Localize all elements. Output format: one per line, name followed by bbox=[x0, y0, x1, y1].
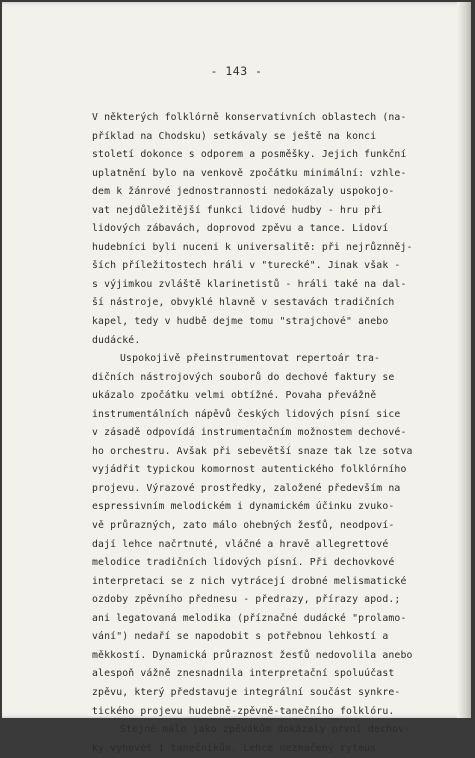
paragraph bbox=[92, 350, 413, 721]
text-line: dičních nástrojových souborů do dechové faktury se bbox=[92, 371, 395, 383]
text-line: instrumentálních nápěvů českých lidových písní sice bbox=[92, 408, 401, 420]
text-line: Uspokojivě přeinstrumentovat repertoár tra- bbox=[120, 353, 381, 365]
text-line: ozdoby zpěvního přednesu - předrazy, přírazy apod.; bbox=[92, 594, 401, 606]
text-line: vě průrazných, zato málo ohebných žesťů, neodpoví- bbox=[92, 520, 395, 532]
text-line: ani legatovaná melodika (příznačné dudácké "prolamo- bbox=[92, 612, 407, 624]
body-text bbox=[92, 109, 413, 758]
paragraph bbox=[92, 109, 413, 350]
text-line: tického projevu hudebně-zpěvně-tanečního folklóru. bbox=[92, 705, 395, 717]
text-line: ho orchestru. Avšak při sebevětší snaze tak lze sotva bbox=[92, 445, 413, 457]
text-line: vání") nedaří se napodobit s potřebnou lehkostí a bbox=[92, 631, 389, 643]
text-line: ších příležitostech hráli v "turecké". Jinak však - bbox=[92, 260, 401, 272]
text-line: dají lehce načrtnuté, vláčné a hravě allegrettové bbox=[92, 538, 389, 550]
text-line: vyjádřit typickou komornost autentického folklórního bbox=[92, 464, 407, 476]
text-line: alespoň vážně znesnadnila interpretační spoluúčast bbox=[92, 668, 395, 680]
text-line: vat nejdůležitější funkci lidové hudby - hru při bbox=[92, 204, 383, 216]
text-line: v zásadě odpovídá instrumentačním možnostem dechové- bbox=[92, 427, 407, 439]
document-page bbox=[2, 2, 471, 754]
text-line: zpěvu, který představuje integrální součást synkre- bbox=[92, 686, 401, 698]
text-line: interpretaci se z nich vytrácejí drobné melismatické bbox=[92, 575, 407, 587]
text-line: melodice tradičních lidových písní. Při dechovkové bbox=[92, 557, 395, 569]
text-line: Stejně málo jako zpěvákům dokázaly první dechov- bbox=[120, 724, 411, 736]
text-line: ší nástroje, obvyklé hlavně v sestavách tradičních bbox=[92, 297, 395, 309]
page-edge-shadow bbox=[457, 2, 471, 718]
paragraph bbox=[92, 721, 410, 758]
text-line: kapel, tedy v hudbě dejme tomu "strajchové" anebo bbox=[92, 316, 389, 328]
text-line: hudebníci byli nuceni k universalitě: při nejrůznněj- bbox=[92, 241, 413, 253]
text-line: měkkostí. Dynamická průraznost žesťů nedovolila anebo bbox=[92, 649, 413, 661]
text-line: uplatnění bylo na venkově zpočátku minimální: vzhle- bbox=[92, 167, 407, 179]
text-line: V některých folklórně konservativních oblastech (na- bbox=[92, 112, 407, 123]
text-line: lidových zábavách, doprovod zpěvu a tance. Lidoví bbox=[92, 223, 389, 235]
text-line: s výjimkou zvláště klarinetistů - hráli také na dal- bbox=[92, 278, 407, 290]
page-number: - 143 - bbox=[210, 64, 263, 78]
text-line: století dokonce s odporem a posměšky. Jejich funkční bbox=[92, 149, 407, 161]
text-line: ky vyhovět i tanečníkům. Lehce neznačený rytmus bbox=[92, 742, 377, 754]
text-line: projevu. Výrazové prostředky, založené především na bbox=[92, 482, 401, 494]
text-line: dudácké. bbox=[92, 334, 141, 346]
text-line: ukázalo zpočátku velmi obtížné. Povaha převážně bbox=[92, 390, 377, 402]
text-line: espressivním melodickém i dynamickém účinku zvuko- bbox=[92, 501, 395, 513]
text-line: dem k žánrové jednostrannosti nedokázaly uspokojo- bbox=[92, 186, 395, 198]
text-line: příklad na Chodsku) setkávaly se ještě na konci bbox=[92, 130, 377, 142]
